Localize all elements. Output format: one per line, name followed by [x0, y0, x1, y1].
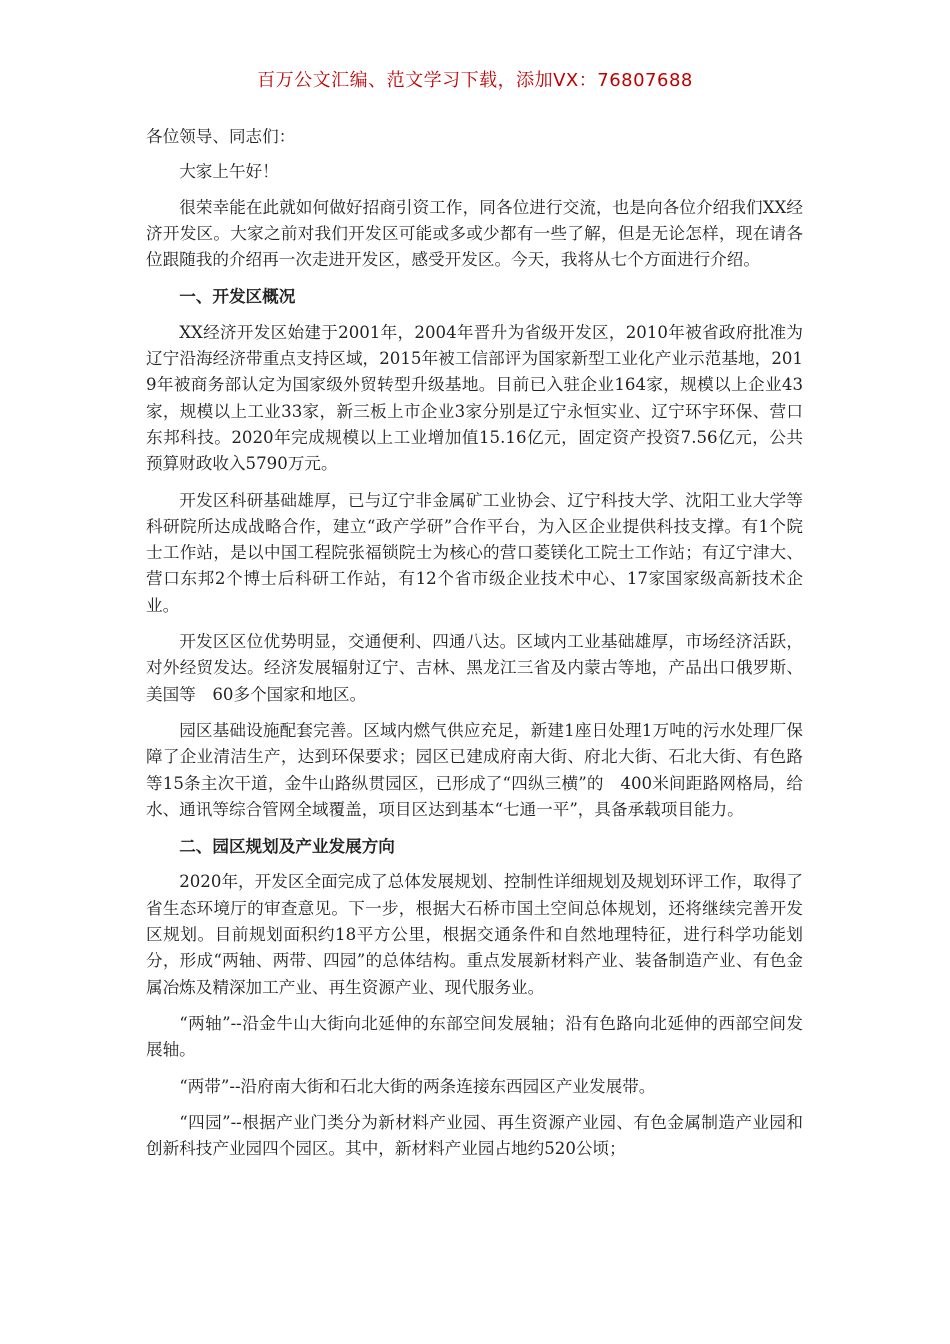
paragraph-planning-axes: “两轴”--沿金牛山大街向北延伸的东部空间发展轴；沿有色路向北延伸的西部空间发展轴。: [146, 1013, 803, 1060]
paragraph-overview-2: 开发区科研基础雄厚，已与辽宁非金属矿工业协会、辽宁科技大学、沈阳工业大学等科研院所达成战略合作，建立“政产学研”合作平台，为入区企业提供科技支撑。有1个院士工作站，是以中国工程院张福锁院士为核心的营口菱镁化工院士工作站；有辽宁津大、营口东邦2个博士后科研工作站，有12个省市级企业技术中心、17家国家级高新技术企业。: [146, 490, 803, 615]
promo-banner: 百万公文汇编、范文学习下载，添加VX：76807688: [257, 70, 693, 91]
greeting: 大家上午好！: [179, 162, 279, 182]
document-body: [146, 124, 803, 1172]
paragraph-planning-1: 2020年，开发区全面完成了总体发展规划、控制性详细规划及规划环评工作，取得了省生态环境厅的审查意见。下一步，根据大石桥市国土空间总体规划，还将继续完善开发区规划。目前规划面积约18平方公里，根据交通条件和自然地理特征，进行科学功能划分，形成“两轴、两带、四园”的总体结构。重点发展新材料产业、装备制造产业、有色金属冶炼及精深加工产业、再生资源产业、现代服务业。: [146, 872, 803, 997]
salutation: 各位领导、同志们：: [146, 127, 296, 146]
paragraph-planning-parks: “四园”--根据产业门类分为新材料产业园、再生资源产业园、有色金属制造产业园和创新科技产业园四个园区。其中，新材料产业园占地约520公顷；: [146, 1112, 803, 1159]
paragraph-overview-3: 开发区区位优势明显，交通便利、四通八达。区域内工业基础雄厚，市场经济活跃，对外经贸发达。经济发展辐射辽宁、吉林、黑龙江三省及内蒙古等地，产品出口俄罗斯、美国等 60多个国家和地区。: [146, 632, 803, 704]
paragraph-overview-4: 园区基础设施配套完善。区域内燃气供应充足，新建1座日处理1万吨的污水处理厂保障了企业清洁生产，达到环保要求；园区已建成府南大街、府北大街、石北大街、有色路等15条主次干道，金牛山路纵贯园区，已形成了“四纵三横”的 400米间距路网格局，给水、通讯等综合管网全域覆盖，项目区达到基本“七通一平”，具备承载项目能力。: [146, 720, 803, 819]
paragraph-overview-1: XX经济开发区始建于2001年，2004年晋升为省级开发区，2010年被省政府批准为辽宁沿海经济带重点支持区域，2015年被工信部评为国家新型工业化产业示范基地，2019年被商务部认定为国家级外贸转型升级基地。目前已入驻企业164家，规模以上企业43家，规模以上工业33家，新三板上市企业3家分别是辽宁永恒实业、辽宁环宇环保、营口东邦科技。2020年完成规模以上工业增加值15.16亿元，固定资产投资7.56亿元，公共预算财政收入5790万元。: [146, 322, 803, 474]
section-heading-planning: 二、园区规划及产业发展方向: [179, 836, 395, 857]
paragraph-planning-belts: “两带”--沿府南大街和石北大街的两条连接东西园区产业发展带。: [179, 1076, 656, 1096]
section-heading-overview: 一、开发区概况: [179, 286, 296, 307]
intro-paragraph: 很荣幸能在此就如何做好招商引资工作，同各位进行交流，也是向各位介绍我们XX经济开发区。大家之前对我们开发区可能或多或少都有一些了解，但是无论怎样，现在请各位跟随我的介绍再一次走进开发区，感受开发区。今天，我将从七个方面进行介绍。: [146, 197, 803, 270]
